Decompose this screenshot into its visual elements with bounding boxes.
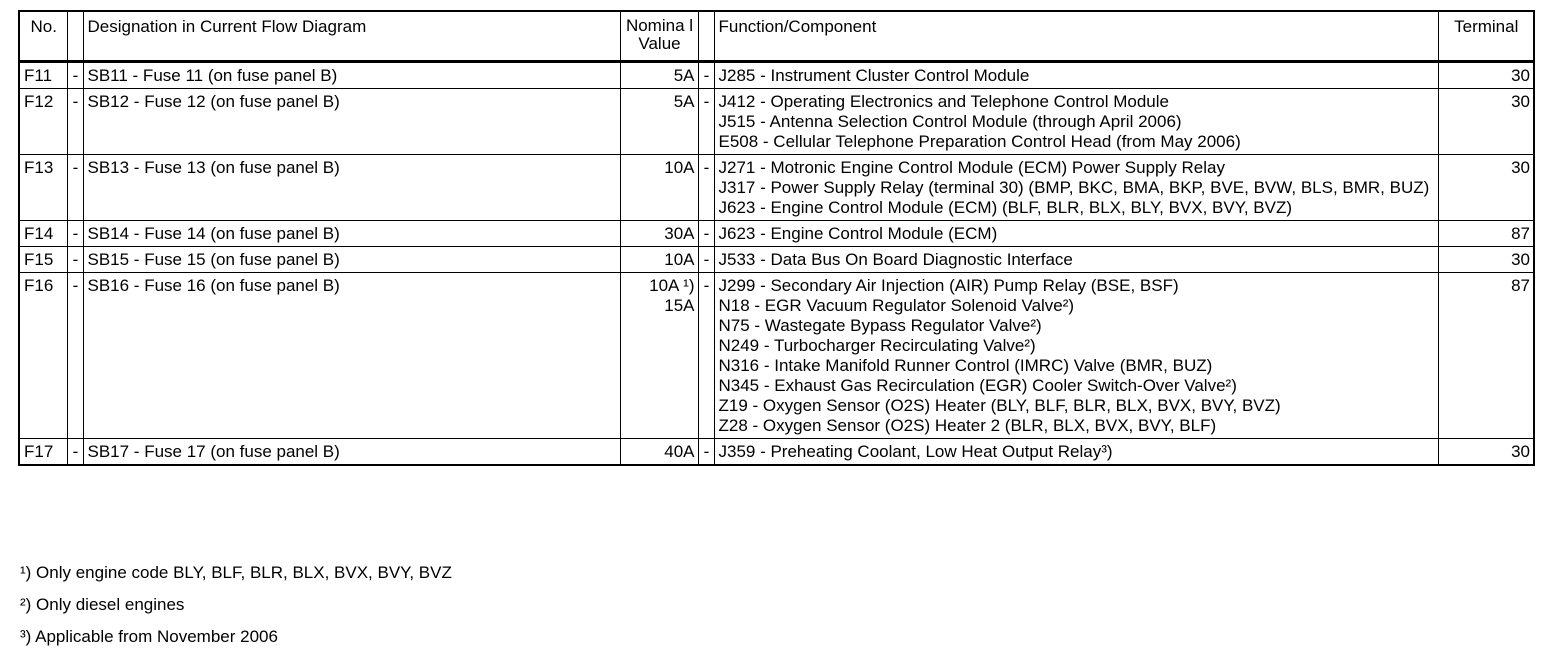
function-line: Z28 - Oxygen Sensor (O2S) Heater 2 (BLR, BLX, BVX, BVY, BLF) [718, 415, 1217, 435]
nominal-value-line: 5A [673, 91, 695, 111]
fuse-table [18, 10, 1535, 466]
footnote-3: ³) Applicable from November 2006 [20, 627, 278, 646]
separator-dash: - [67, 272, 83, 438]
fuse-number: F14 [19, 220, 67, 246]
fuse-designation: SB17 - Fuse 17 (on fuse panel B) [83, 438, 620, 465]
header-dash-2 [698, 11, 714, 61]
function-component [714, 272, 1438, 438]
fuse-designation: SB15 - Fuse 15 (on fuse panel B) [83, 246, 620, 272]
fuse-designation: SB16 - Fuse 16 (on fuse panel B) [83, 272, 620, 438]
function-line: E508 - Cellular Telephone Preparation Control Head (from May 2006) [718, 131, 1241, 151]
function-component [714, 246, 1438, 272]
function-line: N249 - Turbocharger Recirculating Valve²) [718, 335, 1036, 355]
header-designation: Designation in Current Flow Diagram [83, 11, 620, 61]
nominal-value [620, 272, 698, 438]
function-line: J359 - Preheating Coolant, Low Heat Output Relay³) [718, 441, 1113, 461]
function-line: J515 - Antenna Selection Control Module (through April 2006) [718, 111, 1182, 131]
separator-dash: - [67, 246, 83, 272]
footnote-2: ²) Only diesel engines [20, 595, 185, 614]
header-dash [67, 11, 83, 61]
function-line: J299 - Secondary Air Injection (AIR) Pump Relay (BSE, BSF) [718, 275, 1179, 295]
separator-dash: - [67, 154, 83, 220]
separator-dash-2: - [698, 220, 714, 246]
nominal-value [620, 438, 698, 465]
separator-dash-2: - [698, 438, 714, 465]
table-row [19, 88, 1534, 154]
table-row [19, 154, 1534, 220]
table-row [19, 220, 1534, 246]
function-line: J271 - Motronic Engine Control Module (ECM) Power Supply Relay [718, 157, 1225, 177]
terminal: 30 [1438, 154, 1534, 220]
nominal-value [620, 154, 698, 220]
separator-dash-2: - [698, 88, 714, 154]
fuse-number: F17 [19, 438, 67, 465]
terminal: 30 [1438, 246, 1534, 272]
function-line: N316 - Intake Manifold Runner Control (IMRC) Valve (BMR, BUZ) [718, 355, 1213, 375]
separator-dash-2: - [698, 61, 714, 88]
terminal: 30 [1438, 61, 1534, 88]
terminal: 87 [1438, 220, 1534, 246]
function-component [714, 154, 1438, 220]
function-component [714, 220, 1438, 246]
fuse-number: F15 [19, 246, 67, 272]
separator-dash: - [67, 438, 83, 465]
function-component [714, 88, 1438, 154]
fuse-number: F13 [19, 154, 67, 220]
separator-dash-2: - [698, 154, 714, 220]
separator-dash: - [67, 88, 83, 154]
nominal-value-line: 10A ¹) [649, 275, 695, 295]
nominal-value-line: 10A [664, 157, 695, 177]
nominal-value-line: 10A [664, 249, 695, 269]
nominal-value-line: 30A [664, 223, 695, 243]
function-line: N75 - Wastegate Bypass Regulator Valve²) [718, 315, 1042, 335]
footnote-1: ¹) Only engine code BLY, BLF, BLR, BLX, BVX, BVY, BVZ [20, 563, 452, 582]
function-line: J623 - Engine Control Module (ECM) [718, 223, 998, 243]
table-row [19, 61, 1534, 88]
terminal: 30 [1438, 438, 1534, 465]
table-row [19, 246, 1534, 272]
function-line: N18 - EGR Vacuum Regulator Solenoid Valve²) [718, 295, 1075, 315]
nominal-value-line: 5A [673, 65, 695, 85]
separator-dash: - [67, 61, 83, 88]
separator-dash: - [67, 220, 83, 246]
terminal: 87 [1438, 272, 1534, 438]
function-component [714, 438, 1438, 465]
function-line: J317 - Power Supply Relay (terminal 30) (BMP, BKC, BMA, BKP, BVE, BVW, BLS, BMR, BUZ) [718, 177, 1430, 197]
header-terminal: Terminal [1438, 11, 1534, 61]
header-nominal-value: Nomina l Value [620, 11, 698, 61]
fuse-designation: SB14 - Fuse 14 (on fuse panel B) [83, 220, 620, 246]
function-component [714, 61, 1438, 88]
header-function: Function/Component [714, 11, 1438, 61]
table-header-row [19, 11, 1534, 61]
fuse-designation: SB11 - Fuse 11 (on fuse panel B) [83, 61, 620, 88]
terminal: 30 [1438, 88, 1534, 154]
function-line: N345 - Exhaust Gas Recirculation (EGR) Cooler Switch-Over Valve²) [718, 375, 1237, 395]
separator-dash-2: - [698, 246, 714, 272]
fuse-number: F12 [19, 88, 67, 154]
function-line: Z19 - Oxygen Sensor (O2S) Heater (BLY, BLF, BLR, BLX, BVX, BVY, BVZ) [718, 395, 1281, 415]
nominal-value [620, 220, 698, 246]
function-line: J285 - Instrument Cluster Control Module [718, 65, 1030, 85]
nominal-value [620, 61, 698, 88]
nominal-value-line: 15A [664, 295, 695, 315]
fuse-rows [19, 61, 1534, 465]
function-line: J623 - Engine Control Module (ECM) (BLF, BLR, BLX, BLY, BVX, BVY, BVZ) [718, 197, 1293, 217]
function-line: J533 - Data Bus On Board Diagnostic Interface [718, 249, 1073, 269]
footnotes [20, 563, 452, 659]
nominal-value [620, 246, 698, 272]
nominal-value [620, 88, 698, 154]
header-no: No. [19, 11, 67, 61]
fuse-number: F16 [19, 272, 67, 438]
fuse-number: F11 [19, 61, 67, 88]
fuse-designation: SB12 - Fuse 12 (on fuse panel B) [83, 88, 620, 154]
separator-dash-2: - [698, 272, 714, 438]
function-line: J412 - Operating Electronics and Telephone Control Module [718, 91, 1169, 111]
fuse-designation: SB13 - Fuse 13 (on fuse panel B) [83, 154, 620, 220]
table-row [19, 438, 1534, 465]
nominal-value-line: 40A [664, 441, 695, 461]
table-row [19, 272, 1534, 438]
